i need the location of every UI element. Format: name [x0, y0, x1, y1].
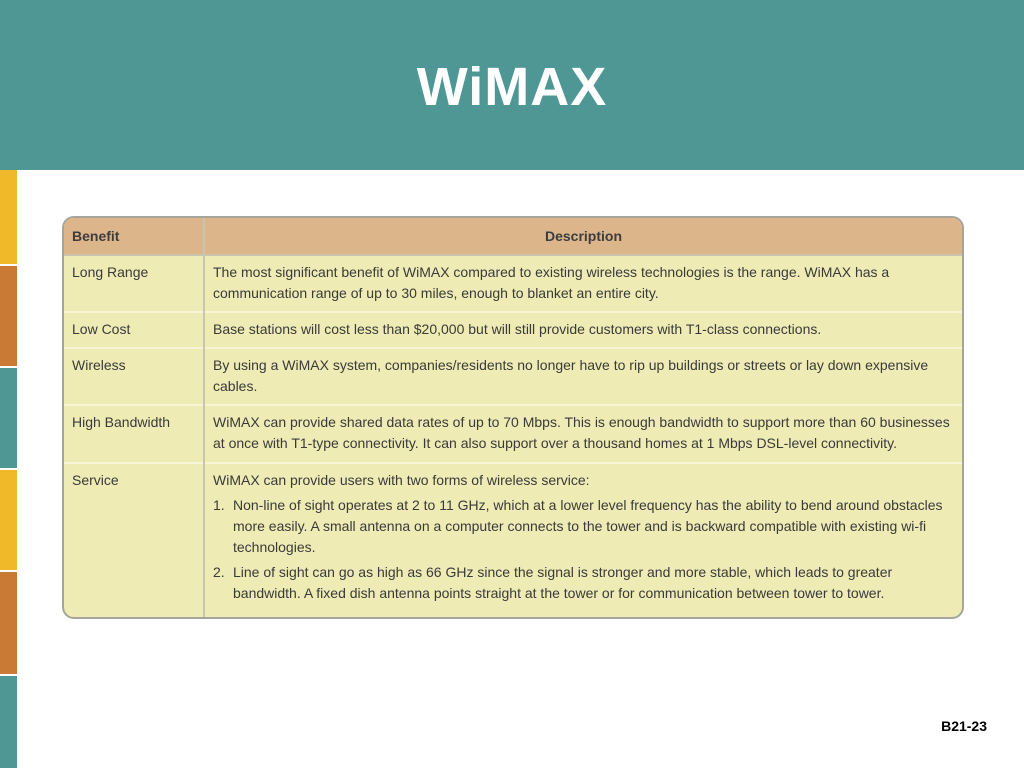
table-row — [64, 312, 962, 348]
sidebar-color-strip — [0, 170, 17, 768]
slide-title: WiMAX — [416, 57, 608, 117]
list-number: 1. — [213, 496, 225, 513]
list-text: Non-line of sight operates at 2 to 11 GHz, which at a lower level frequency has the ability to bend around obstacles more easily. A small antenna on a computer connects to the tower and is backward compatible with existing wi-fi technologies. — [233, 496, 943, 555]
sidebar-segment — [0, 470, 17, 570]
sidebar-segment — [0, 170, 17, 264]
table-row — [64, 405, 962, 462]
table-row — [64, 463, 962, 617]
list-item — [213, 495, 954, 558]
sidebar-segment — [0, 572, 17, 674]
list-item — [213, 562, 954, 604]
table-row — [64, 255, 962, 312]
sidebar-segment — [0, 266, 17, 366]
benefit-cell: Low Cost — [64, 312, 204, 348]
benefit-cell: Long Range — [64, 255, 204, 312]
description-cell: The most significant benefit of WiMAX compared to existing wireless technologies is the range. WiMAX has a communication range of up to 30 miles, enough to blanket an entire city. — [204, 255, 962, 312]
sidebar-segment — [0, 676, 17, 768]
description-cell: Base stations will cost less than $20,000 but will still provide customers with T1-class connections. — [204, 312, 962, 348]
service-intro: WiMAX can provide users with two forms of wireless service: — [213, 471, 590, 488]
description-cell: WiMAX can provide shared data rates of up to 70 Mbps. This is enough bandwidth to support more than 60 businesses at once with T1-type connectivity. It can also support over a thousand homes at 1 Mbps DSL-level connectivity. — [204, 405, 962, 462]
benefit-cell: Service — [64, 463, 204, 617]
benefits-table-grid — [64, 218, 962, 617]
description-cell: By using a WiMAX system, companies/residents no longer have to rip up buildings or streets or lay down expensive cables. — [204, 348, 962, 405]
column-header-description: Description — [204, 218, 962, 255]
sidebar-segment — [0, 368, 17, 468]
page-number: B21-23 — [941, 718, 987, 734]
description-cell — [204, 463, 962, 617]
table-row — [64, 348, 962, 405]
list-number: 2. — [213, 563, 225, 580]
table-header-row — [64, 218, 962, 255]
benefit-cell: Wireless — [64, 348, 204, 405]
benefits-table — [62, 216, 964, 619]
column-header-benefit: Benefit — [64, 218, 204, 255]
list-text: Line of sight can go as high as 66 GHz since the signal is stronger and more stable, which leads to greater bandwidth. A fixed dish antenna points straight at the tower or for communication between tower to tower. — [233, 563, 893, 601]
benefit-cell: High Bandwidth — [64, 405, 204, 462]
